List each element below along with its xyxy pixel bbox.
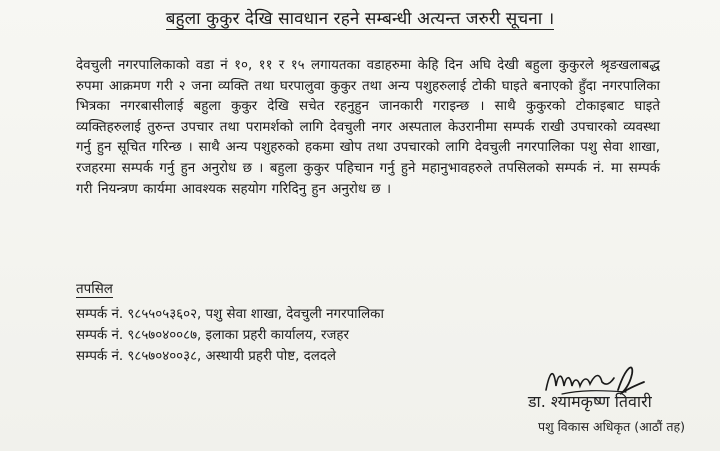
notice-body: देवचुली नगरपालिकाको वडा नं १०, ११ र १५ लगायतका वडाहरुमा केहि दिन अघि देखी बहुला कुकुरले श्रृङखलाबद्ध रुपमा आक्रमण गरी २ जना व्यक्ति तथा घरपालुवा कुकुर तथा अन्य पशुहरुलाई टोकी घाइते बनाएको हुँदा नगरपालिका भित्रका नगरबासीलाई बहुला कुकुर देखि सचेत रहनुहुन जानकारी गराइन्छ । साथै कुकुरको टोकाइबाट घाइते व्यक्तिहरुलाई तुरुन्त उपचार तथा परामर्शको लागि देवचुली नगर अस्पताल केउरानीमा सम्पर्क राखी उपचारको व्यवस्था गर्नु हुन सूचित गरिन्छ । साथै अन्य पशुहरुको हकमा खोप तथा उपचारको लागि देवचुली नगरपालिका पशु सेवा शाखा, रजहरमा सम्पर्क गर्नु हुन अनुरोध छ । बहुला कुकुर पहिचान गर्नु हुने महानुभावहरुले तपसिलको सम्पर्क नं. मा सम्पर्क गरी नियन्त्रण कार्यमा आवश्यक सहयोग गरिदिनु हुन अनुरोध छ । xyxy=(76,58,660,197)
tapasil-heading xyxy=(76,280,113,300)
contact-line: सम्पर्क नं. ९८५७०४००८७, इलाका प्रहरी कार्यालय, रजहर xyxy=(76,328,349,343)
contact-line: सम्पर्क नं. ९८५५०५३६०२, पशु सेवा शाखा, देवचुली नगरपालिका xyxy=(76,307,384,322)
signer-name: डा. श्यामकृष्ण तिवारी xyxy=(528,392,652,411)
signer-title: पशु विकास अधिकृत (आठौं तह) xyxy=(538,419,685,434)
tapasil-label: तपसिल xyxy=(76,282,113,297)
notice-title-text: बहुला कुकुर देखि सावधान रहने सम्बन्धी अत्यन्त जरुरी सूचना । xyxy=(165,9,555,29)
contact-line: सम्पर्क नं. ९८५७०४००३८, अस्थायी प्रहरी पोष्ट, दलदले xyxy=(76,349,336,364)
contact-list xyxy=(76,304,384,367)
notice-title xyxy=(0,8,720,30)
